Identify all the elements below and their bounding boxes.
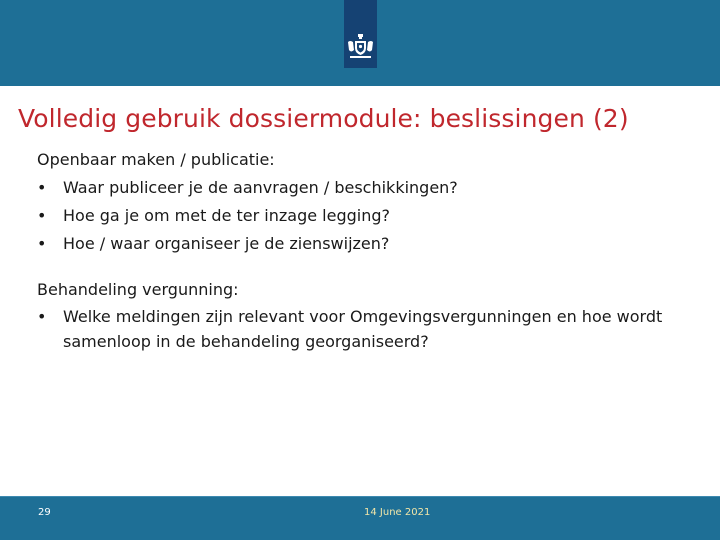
bullet-marker: • <box>37 234 47 253</box>
bullet-list <box>37 174 697 258</box>
section-heading: Behandeling vergunning: <box>37 280 239 299</box>
logo-panel <box>344 0 377 68</box>
bullet-list <box>37 304 697 354</box>
list-item-text: Welke meldingen zijn relevant voor Omgevingsvergunningen en hoe wordt samenloop in de behandeling georganiseerd? <box>63 307 663 351</box>
section-permit-handling <box>37 276 697 354</box>
page-number: 29 <box>38 507 51 518</box>
list-item-text: Hoe / waar organiseer je de zienswijzen? <box>63 234 390 253</box>
list-item <box>37 230 697 258</box>
slide-title: Volledig gebruik dossiermodule: beslissingen (2) <box>18 104 629 133</box>
dutch-coat-of-arms-icon <box>346 34 375 60</box>
list-item-text: Hoe ga je om met de ter inzage legging? <box>63 206 390 225</box>
list-item <box>37 202 697 230</box>
footer-date: 14 June 2021 <box>364 507 431 518</box>
list-item <box>37 304 697 354</box>
section-heading: Openbaar maken / publicatie: <box>37 150 275 169</box>
list-item <box>37 174 697 202</box>
bullet-marker: • <box>37 178 47 197</box>
bullet-marker: • <box>37 307 47 326</box>
list-item-text: Waar publiceer je de aanvragen / beschikkingen? <box>63 178 458 197</box>
bullet-marker: • <box>37 206 47 225</box>
section-publication <box>37 146 697 258</box>
footer-divider <box>0 496 720 497</box>
footer-bar <box>0 496 720 540</box>
slide-body <box>37 146 697 354</box>
